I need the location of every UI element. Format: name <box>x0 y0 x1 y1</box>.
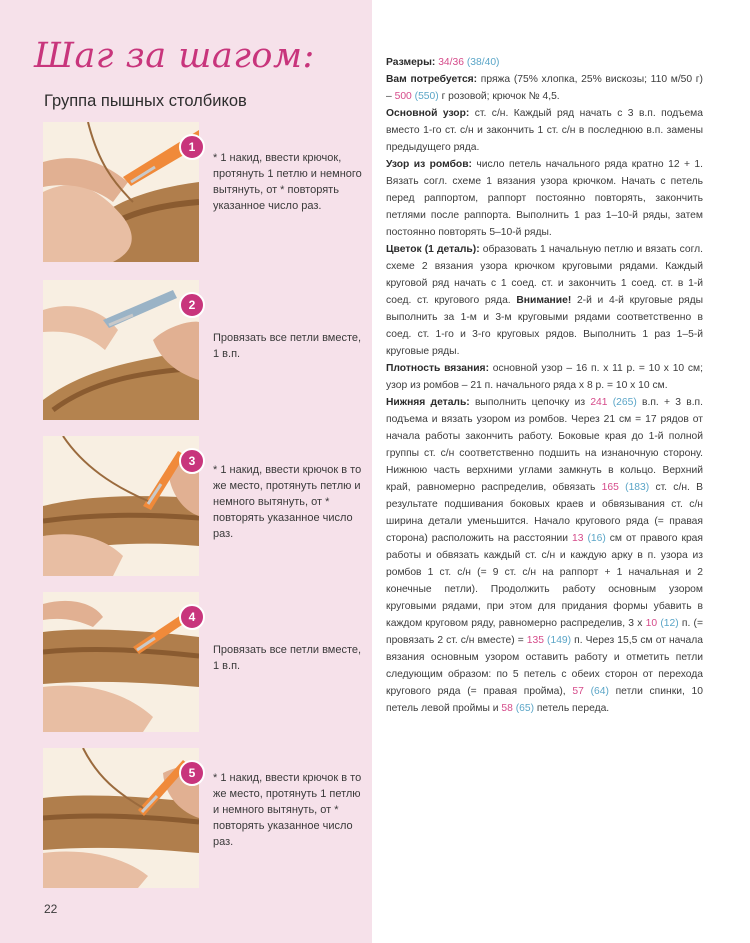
para-label: Нижняя деталь: <box>386 397 470 408</box>
para-sizes <box>386 54 703 71</box>
step-number-badge: 1 <box>179 134 205 160</box>
step-number-badge: 3 <box>179 448 205 474</box>
size-value-small: 135 <box>526 635 544 646</box>
size-value-large: (550) <box>414 91 439 102</box>
size-value-small: 10 <box>645 618 658 629</box>
step-instruction: * 1 накид, ввести крючок в то же место, протянуть петлю и немного вытянуть, от * повторять указанное число раз. <box>213 464 362 540</box>
step-instruction: Провязать все петли вместе, 1 в.п. <box>213 332 362 360</box>
para-label: Основной узор: <box>386 108 470 119</box>
size-value-large: (12) <box>660 618 679 629</box>
section-subtitle: Группа пышных столбиков <box>44 92 247 110</box>
para-gauge: Плотность вязания: основной узор – 16 п. х 11 р. = 10 х 10 см; узор из ромбов – 21 п. начального ряда х 8 р. = 10 х 10 см. <box>386 363 703 391</box>
size-value-small: 58 <box>501 703 513 714</box>
para-lower-part: Нижняя деталь: выполнить цепочку из 241 (265) в.п. + 3 в.п. подъема и вязать узором из ромбов. Через 21 см = 17 рядов от начала работы закончить работу. Боковые края до 1-й полной группы ст. с/н соответственно подшить на изнаночную сторону. Нижнюю часть верхними углами замкнуть в кольцо. Верхний край, равномерно распределив, обвязать 165 (183) ст. с/н. В результате подшивания боковых краев и обвязывания ст. с/н ширина детали уменьшится. Начало кругового ряда (= правая сторона) расположить на расстоянии 13 (16) см от правого края работы и обвязать каждый ст. с/н и каждую арку в п. узора из ромбов 1 ст. с/н (= 9 ст. с/н на раппорт + 1 начальная и 2 конечные петли). Продолжить работу основным узором круговыми рядами, при этом для придания формы убавить в каждом круговом ряду, равномерно распределив, 3 х 10 (12) п. (= провязать 2 ст. с/н вместе) = 135 (149) п. Через 15,5 см от начала вязания основным узором оставить работу и отметить петли следующим образом: по 5 петель с обеих сторон от перехода кругового ряда (= правая пройма), 57 (64) петли спинки, 10 петель левой проймы и 58 (65) петель переда. <box>386 397 703 714</box>
emphasis-text: Внимание! <box>516 295 572 306</box>
para-label: Цветок (1 деталь): <box>386 244 480 255</box>
size-value-small: 241 <box>590 397 608 408</box>
step-2 <box>43 280 363 420</box>
size-value-large: (64) <box>590 686 609 697</box>
step-instruction: * 1 накид, ввести крючок, протянуть 1 петлю и немного вытянуть, от * повторять указанное число раз. <box>213 152 362 212</box>
size-value-small: 57 <box>572 686 584 697</box>
step-3 <box>43 436 363 576</box>
crochet-photo-3 <box>43 436 199 576</box>
step-number-badge: 2 <box>179 292 205 318</box>
step-number-badge: 4 <box>179 604 205 630</box>
page-title: Шаг за шагом: <box>34 36 315 76</box>
step-4-photo <box>43 592 199 732</box>
para-label: Плотность вязания: <box>386 363 489 374</box>
step-3-photo <box>43 436 199 576</box>
crochet-photo-4 <box>43 592 199 732</box>
size-value-large: (65) <box>515 703 534 714</box>
para-main-pattern: Основной узор: ст. с/н. Каждый ряд начать с 3 в.п. подъема вместо 1-го ст. с/н и закончить 1 ст. с/н в последнюю в.п. замены предыдущего ряда. <box>386 108 703 153</box>
step-5-photo <box>43 748 199 888</box>
para-label: Узор из ромбов: <box>386 159 472 170</box>
crochet-photo-2 <box>43 280 199 420</box>
para-label: Размеры: <box>386 57 436 68</box>
size-value-small: 165 <box>601 482 619 493</box>
instructions-column <box>386 54 703 717</box>
step-2-photo <box>43 280 199 420</box>
size-value-large: (265) <box>612 397 637 408</box>
step-1 <box>43 122 363 262</box>
step-4 <box>43 592 363 732</box>
page-number: 22 <box>44 902 58 916</box>
crochet-photo-1 <box>43 122 199 262</box>
para-diamond-pattern: Узор из ромбов: число петель начального ряда кратно 12 + 1. Вязать согл. схеме 1 вязания узора крючком. Начать с петель перед раппортом, раппорт постоянно повторять, закончить петлями после раппорта. Выполнить 1 раз 1–10-й ряды, затем постоянно повторять 5–10-й ряды. <box>386 159 703 238</box>
step-instruction: * 1 накид, ввести крючок в то же место, протянуть 1 петлю и немного вытянуть, от * повторять указанное число раз. <box>213 772 362 848</box>
size-value-large: (149) <box>547 635 572 646</box>
para-label: Вам потребуется: <box>386 74 478 85</box>
size-value-small: 13 <box>572 533 584 544</box>
size-value-large: (183) <box>625 482 650 493</box>
crochet-photo-5 <box>43 748 199 888</box>
step-number-badge: 5 <box>179 760 205 786</box>
size-value-small: 34/36 <box>438 57 464 68</box>
size-value-large: (16) <box>587 533 606 544</box>
step-5 <box>43 748 363 888</box>
step-1-photo <box>43 122 199 262</box>
para-materials: Вам потребуется: пряжа (75% хлопка, 25% вискозы; 110 м/50 г) – 500 (550) г розовой; крючок № 4,5. <box>386 74 703 102</box>
size-value-small: 500 <box>394 91 412 102</box>
para-flower: Цветок (1 деталь): образовать 1 начальную петлю и вязать согл. схеме 2 вязания узора крючком круговыми рядами. Каждый круговой ряд начать с 1 соед. ст. и закончить 1 соед. ст. в 1-й соед. ст. кругового ряда. Внимание! 2-й и 4-й круговые ряды выполнить за 1-м и 3-м круговыми рядами соответственно в соед. ст. 1-го и 3-го круговых рядов. Выполнить 1 раз 1–5-й круговые ряды. <box>386 244 703 357</box>
size-value-large: (38/40) <box>466 57 500 68</box>
step-instruction: Провязать все петли вместе, 1 в.п. <box>213 644 362 672</box>
